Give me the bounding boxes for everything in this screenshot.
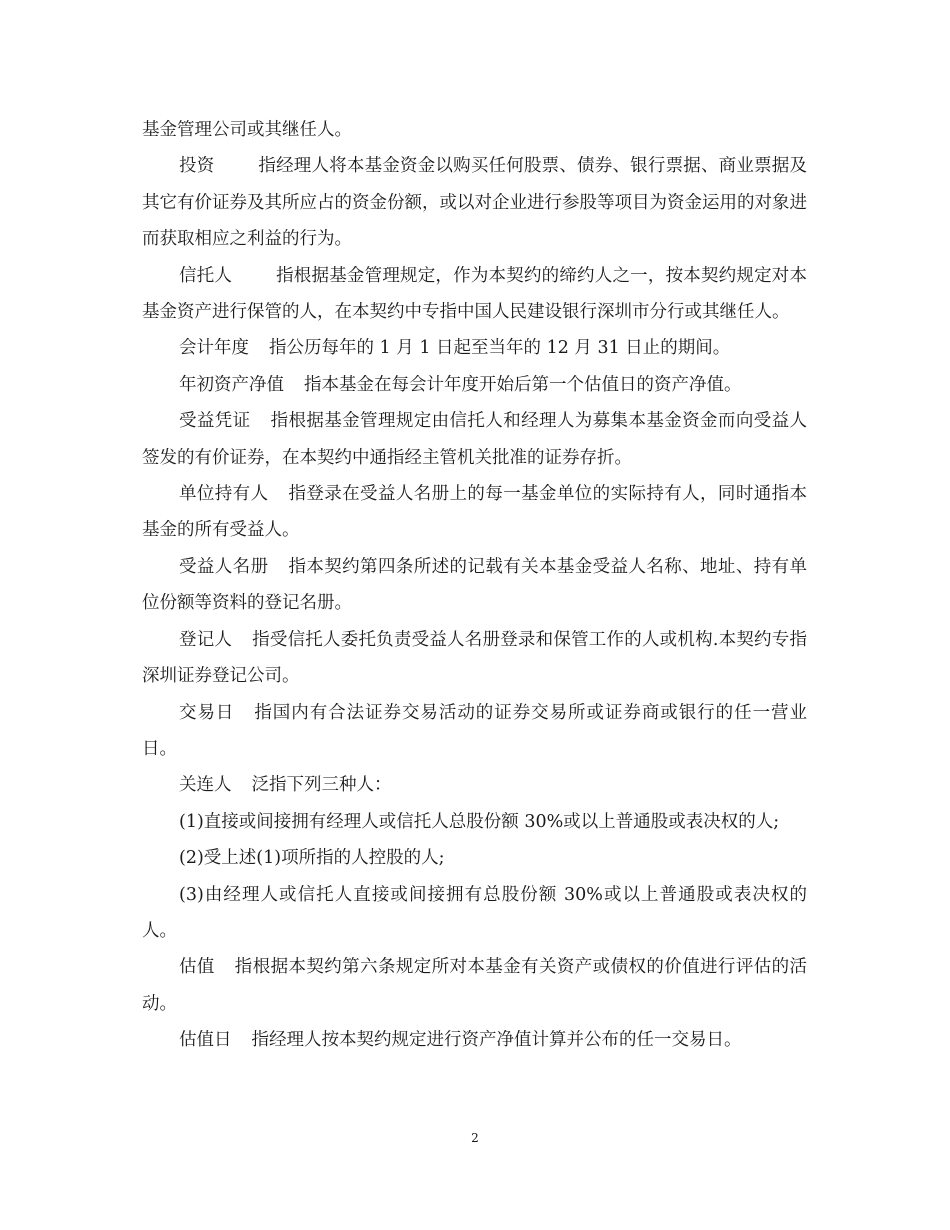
definition-valuation [142,949,807,1022]
continuation-text: 基金管理公司或其继任人。 [142,120,352,140]
page-number: 2 [471,1131,479,1145]
definition-registrar [142,622,807,695]
document-body [142,112,807,1059]
definition-related-party [142,767,807,803]
definition-term: 会计年度 [179,338,249,359]
list-item-text: (1)直接或间接拥有经理人或信托人总股份额 30%或以上普通股或表决权的人; [179,811,780,832]
definition-text: 指公历每年的 1 月 1 日起至当年的 12 月 31 日止的期间。 [269,338,731,359]
definition-beneficiary-certificate [142,403,807,476]
definition-text: 指国内有合法证券交易活动的证券交易所或证券商或银行的任一营业日。 [142,702,807,759]
definition-trustee [142,258,807,331]
definition-term: 信托人 [179,265,233,286]
list-item-text: (2)受上述(1)项所指的人控股的人; [179,848,445,869]
list-item [142,840,807,876]
list-item-text: (3)由经理人或信托人直接或间接拥有总股份额 30%或以上普通股或表决权的人。 [142,884,807,941]
definition-register [142,549,807,622]
definition-opening-nav [142,367,807,403]
definition-term: 受益人名册 [179,556,269,577]
list-item [142,804,807,840]
definition-unit-holder [142,476,807,549]
definition-investment [142,148,807,257]
definition-term: 投资 [179,156,215,177]
definition-text: 指登录在受益人名册上的每一基金单位的实际持有人，同时通指本基金的所有受益人。 [142,484,808,541]
definition-text: 指受信托人委托负责受益人名册登录和保管工作的人或机构.本契约专指深圳证券登记公司。 [142,629,807,687]
definition-text: 指根据本契约第六条规定所对本基金有关资产或债权的价值进行评估的活动。 [142,957,808,1014]
definition-text: 指根据基金管理规定，作为本契约的缔约人之一，按本契约规定对本基金资产进行保管的人，在本契约中专指中国人民建设银行深圳市分行或其继任人。 [142,265,807,323]
definition-term: 单位持有人 [179,484,269,505]
definition-term: 受益凭证 [179,411,251,432]
definition-term: 关连人 [179,775,232,796]
definition-text: 指经理人按本契约规定进行资产净值计算并公布的任一交易日。 [251,1030,742,1051]
definition-term: 估值 [179,957,215,978]
definition-text: 指本契约第四条所述的记载有关本基金受益人名称、地址、持有单位份额等资料的登记名册。 [142,556,808,614]
definition-term: 年初资产净值 [179,374,284,395]
continuation-paragraph [142,112,807,148]
definition-text: 指根据基金管理规定由信托人和经理人为募集本基金资金而向受益人签发的有价证券，在本契约中通指经主管机关批准的证券存折。 [142,411,808,468]
definition-trading-day [142,695,807,768]
definition-valuation-day [142,1022,807,1058]
definition-fiscal-year [142,330,807,366]
definition-text: 指经理人将本基金资金以购买任何股票、债券、银行票据、商业票据及其它有价证券及其所应占的资金份额，或以对企业进行参股等项目为资金运用的对象进而获取相应之利益的行为。 [142,156,807,250]
list-item [142,877,807,950]
definition-text: 指本基金在每会计年度开始后第一个估值日的资产净值。 [304,374,742,395]
definition-text: 泛指下列三种人： [251,775,392,796]
definition-term: 估值日 [179,1030,232,1051]
definition-term: 交易日 [179,702,235,723]
definition-term: 登记人 [179,629,233,650]
